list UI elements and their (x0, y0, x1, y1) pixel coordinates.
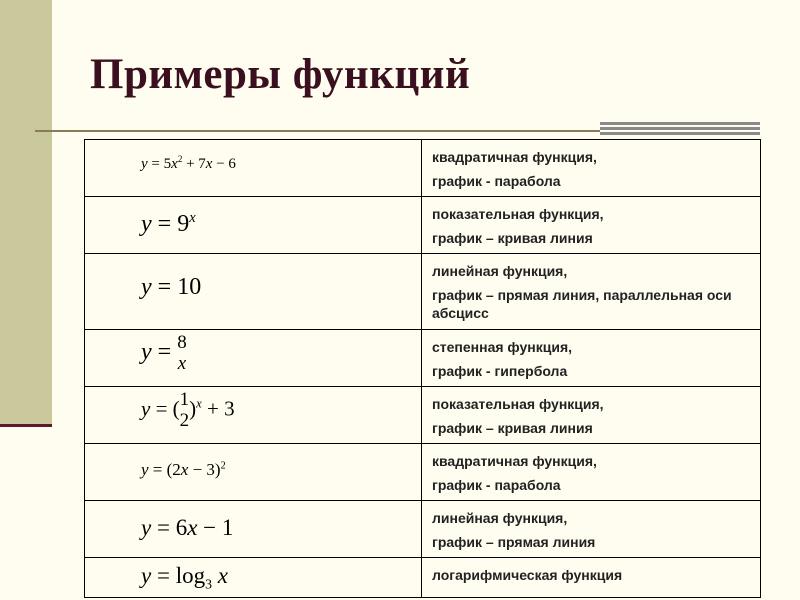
description-cell (422, 558, 761, 598)
page-title: Примеры функций (90, 51, 471, 98)
formula-exponential-1: $y = 9^x$ (141, 210, 196, 237)
description-line: график – кривая линия (432, 230, 593, 246)
decorative-stripes (600, 122, 760, 136)
formula-constant: y = 10 (141, 274, 202, 300)
description-cell (422, 444, 761, 501)
description-line: степенная функция, (432, 339, 573, 355)
description-cell (422, 501, 761, 558)
functions-table (84, 139, 761, 598)
description-cell (422, 387, 761, 444)
description-line: линейная функция, (432, 510, 568, 526)
description-line: показательная функция, (432, 206, 604, 222)
table-row (85, 330, 761, 387)
formula-exponential-2: y = ( 1 2 )$^x$ + 3 (141, 389, 235, 431)
table-row (85, 501, 761, 558)
table-row (85, 444, 761, 501)
formula-cell (85, 558, 422, 598)
formula-cell (85, 387, 422, 444)
table-row (85, 254, 761, 330)
formula-cell (85, 501, 422, 558)
formula-logarithmic: $y = \log_3 x$ (141, 563, 228, 592)
table-row (85, 197, 761, 254)
formula-quadratic-1: $y = 5x^2 + 7x - 6$ (141, 154, 236, 172)
description-cell (422, 330, 761, 387)
description-line: квадратичная функция, (432, 149, 597, 165)
formula-cell (85, 140, 422, 197)
description-line: график - парабола (432, 477, 561, 493)
table-row (85, 558, 761, 598)
description-line: график – кривая линия (432, 420, 593, 436)
description-line: логарифмическая функция (432, 567, 623, 583)
description-line: линейная функция, (432, 263, 568, 279)
description-line: квадратичная функция, (432, 453, 597, 469)
decorative-side-line (0, 424, 52, 427)
description-line: график – прямая линия (432, 534, 596, 550)
description-cell (422, 140, 761, 197)
formula-cell (85, 197, 422, 254)
formula-cell (85, 254, 422, 330)
description-line: график - парабола (432, 173, 561, 189)
table-row (85, 140, 761, 197)
description-cell (422, 197, 761, 254)
table-row (85, 387, 761, 444)
formula-cell (85, 330, 422, 387)
formula-quadratic-2: $y = (2x - 3)^2$ (141, 460, 226, 479)
decorative-side-bar (0, 0, 52, 424)
description-line: график – прямая линия, параллельная оси абсцисс (432, 287, 732, 321)
description-line: показательная функция, (432, 396, 604, 412)
formula-cell (85, 444, 422, 501)
description-line: график - гипербола (432, 363, 568, 379)
description-cell (422, 254, 761, 330)
formula-power: y = 8 x (141, 332, 187, 374)
formula-linear: y = 6x − 1 (141, 515, 234, 540)
